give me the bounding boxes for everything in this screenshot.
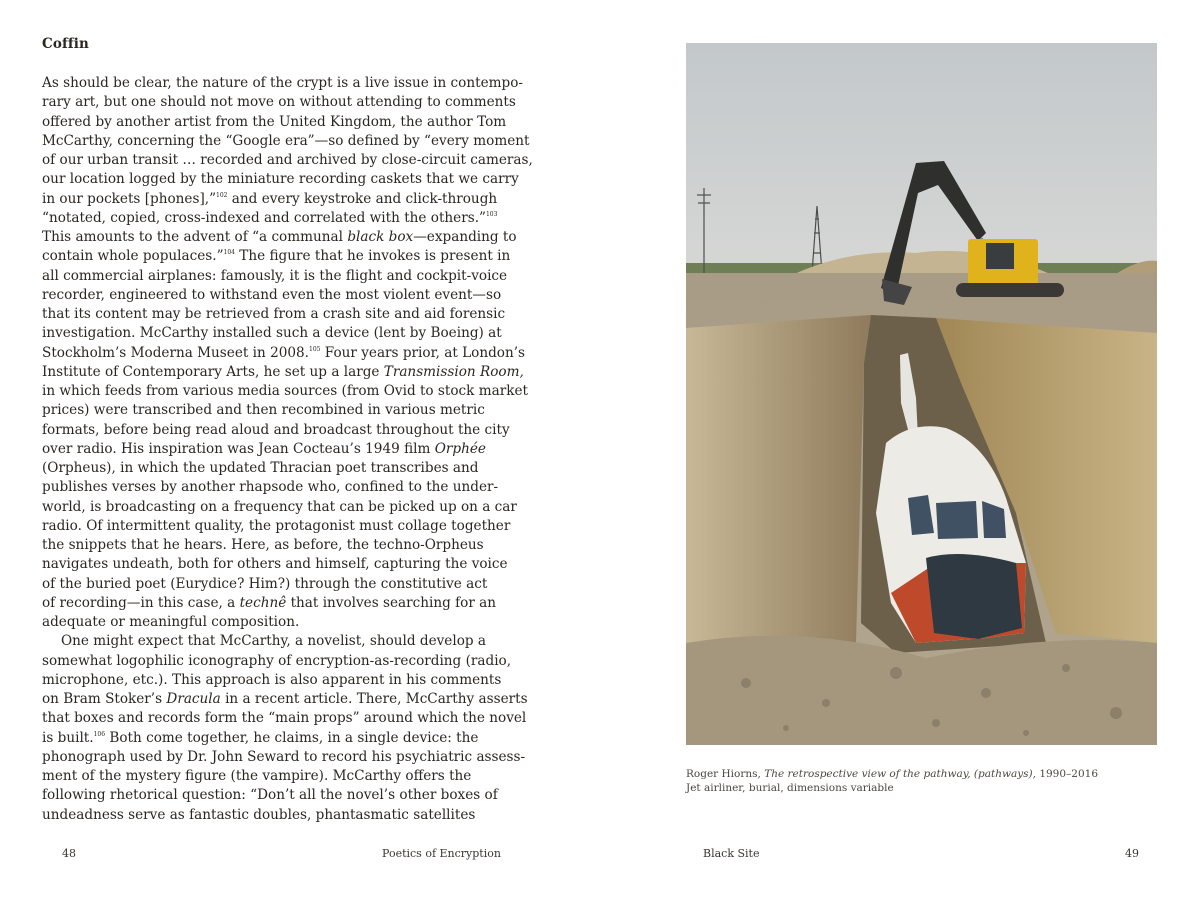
text-line <box>42 170 519 189</box>
text-line <box>42 382 528 401</box>
text-line <box>42 401 512 420</box>
text-line <box>42 228 517 247</box>
italic-text: Dracula <box>166 691 221 707</box>
running-head-right: Black Site <box>703 847 760 860</box>
artwork-photograph <box>686 43 1157 745</box>
section-heading: Coffin <box>42 36 89 52</box>
footnote-ref: 104 <box>223 249 235 257</box>
text-line <box>42 786 512 805</box>
text-run: in our pockets [phones],” <box>42 190 217 207</box>
italic-text: black box <box>347 229 414 245</box>
caption-artist: Roger Hiorns, <box>686 768 765 780</box>
text-line <box>42 748 526 767</box>
text-line <box>42 536 512 555</box>
text-line <box>42 690 528 709</box>
text-line <box>42 459 512 478</box>
footnote-ref: 105 <box>309 345 321 353</box>
text-run: of our urban transit … recorded and archived by close-circuit cameras, <box>42 152 533 168</box>
text-line <box>42 767 512 786</box>
text-run: The figure that he invokes is present in <box>234 248 511 265</box>
text-run: is built. <box>42 729 94 746</box>
text-run: in which feeds from various media sources (from Ovid to stock market <box>42 383 528 399</box>
text-line <box>42 113 512 132</box>
text-run: radio. Of intermittent quality, the protagonist must collage together <box>42 517 511 534</box>
text-line <box>42 286 512 305</box>
text-line <box>42 613 512 632</box>
text-line <box>42 344 526 363</box>
buried-airliner-illustration <box>686 43 1157 745</box>
text-line <box>42 632 512 651</box>
caption-medium: Jet airliner, burial, dimensions variable <box>686 782 894 794</box>
text-line <box>42 729 512 748</box>
text-run: rary art, but one should not move on without attending to comments <box>42 94 516 111</box>
text-line <box>42 652 512 671</box>
text-line <box>42 363 524 382</box>
text-run: This amounts to the advent of “a communal <box>42 229 348 245</box>
trench-wall-left <box>686 315 871 683</box>
italic-text: Orphée <box>434 440 486 457</box>
italic-text: Transmission Room, <box>383 363 524 380</box>
text-run: contain whole populaces.” <box>42 248 224 265</box>
text-run: adequate or meaningful composition. <box>42 614 300 630</box>
text-run: publishes verses by another rhapsode who, confined to the under- <box>42 479 499 496</box>
text-line <box>42 247 512 266</box>
text-line <box>42 806 512 825</box>
text-line <box>42 151 533 170</box>
caption-title: The retrospective view of the pathway, (pathways), <box>764 768 1036 780</box>
text-run: Both come together, he claims, in a single device: the <box>105 729 479 746</box>
footnote-ref: 102 <box>216 191 228 199</box>
text-run: and every keystroke and click-through <box>227 190 498 207</box>
text-line <box>42 190 512 209</box>
figure-caption <box>686 767 1166 795</box>
text-run: of the buried poet (Eurydice? Him?) through the constitutive act <box>42 575 488 592</box>
text-line <box>42 74 523 93</box>
text-run: ment of the mystery figure (the vampire). McCarthy offers the <box>42 768 472 784</box>
text-run: undeadness serve as fantastic doubles, phantasmatic satellites <box>42 806 476 823</box>
text-run: formats, before being read aloud and broadcast throughout the city <box>42 421 510 438</box>
text-run: McCarthy, concerning the “Google era”—so defined by “every moment <box>42 132 530 149</box>
text-run: world, is broadcasting on a frequency that can be picked up on a car <box>42 498 517 515</box>
text-run: recorder, engineered to withstand even the most violent event—so <box>42 286 502 303</box>
text-run: One might expect that McCarthy, a novelist, should develop a <box>61 633 487 650</box>
text-line <box>42 498 517 517</box>
right-page <box>600 0 1200 900</box>
text-run: that involves searching for an <box>286 594 497 611</box>
text-line <box>42 709 527 728</box>
text-run: following rhetorical question: “Don’t all the novel’s other boxes of <box>42 787 498 804</box>
text-run: navigates undeath, both for others and himself, capturing the voice <box>42 556 508 573</box>
text-run: in a recent article. There, McCarthy asserts <box>220 691 528 707</box>
text-run: investigation. McCarthy installed such a device (lent by Boeing) at <box>42 325 502 342</box>
text-run: on Bram Stoker’s <box>42 691 167 707</box>
text-run: Stockholm’s Moderna Museet in 2008. <box>42 344 309 361</box>
page-number-left: 48 <box>62 847 76 860</box>
text-run: our location logged by the miniature recording caskets that we carry <box>42 171 519 188</box>
text-run: that its content may be retrieved from a crash site and aid forensic <box>42 306 506 322</box>
text-line <box>42 421 512 440</box>
page-number-right: 49 <box>1125 847 1139 860</box>
footnote-ref: 106 <box>93 730 106 738</box>
text-run: “notated, copied, cross-indexed and correlated with the others.” <box>42 209 486 226</box>
sky <box>686 43 1157 273</box>
text-run: offered by another artist from the United Kingdom, the author Tom <box>42 113 507 130</box>
cockpit-window <box>936 501 978 539</box>
text-line <box>42 478 512 497</box>
footnote-ref: 103 <box>485 210 498 218</box>
text-run: over radio. His inspiration was Jean Cocteau’s 1949 film <box>42 440 435 457</box>
text-line <box>42 594 512 613</box>
text-line <box>42 575 512 594</box>
text-run: Institute of Contemporary Arts, he set up a large <box>42 363 384 380</box>
italic-text: technê <box>239 594 287 611</box>
text-line <box>42 555 512 574</box>
text-run: of recording—in this case, a <box>42 594 240 611</box>
text-run: As should be clear, the nature of the crypt is a live issue in contempo- <box>42 75 523 91</box>
text-run: (Orpheus), in which the updated Thracian poet transcribes and <box>42 460 479 476</box>
text-line <box>42 305 512 324</box>
body-text <box>42 74 533 825</box>
text-line <box>42 440 512 459</box>
text-line <box>42 267 512 286</box>
text-line <box>42 209 512 228</box>
text-run: microphone, etc.). This approach is also apparent in his comments <box>42 671 502 688</box>
text-run: the snippets that he hears. Here, as before, the techno-Orpheus <box>42 537 484 553</box>
text-line <box>42 93 516 112</box>
text-run: —expanding to <box>413 229 517 245</box>
running-head-left: Poetics of Encryption <box>382 847 501 860</box>
text-run: prices) were transcribed and then recombined in various metric <box>42 402 485 419</box>
text-run: Four years prior, at London’s <box>320 344 526 361</box>
text-line <box>42 132 530 151</box>
text-line <box>42 324 512 343</box>
text-run: phonograph used by Dr. John Seward to record his psychiatric assess- <box>42 748 526 765</box>
caption-years: 1990–2016 <box>1035 768 1099 780</box>
text-run: somewhat logophilic iconography of encryption-as-recording (radio, <box>42 652 512 669</box>
text-run: all commercial airplanes: famously, it is the flight and cockpit-voice <box>42 267 508 284</box>
text-line <box>42 671 512 690</box>
text-run: that boxes and records form the “main props” around which the novel <box>42 710 527 727</box>
text-line <box>42 517 512 536</box>
